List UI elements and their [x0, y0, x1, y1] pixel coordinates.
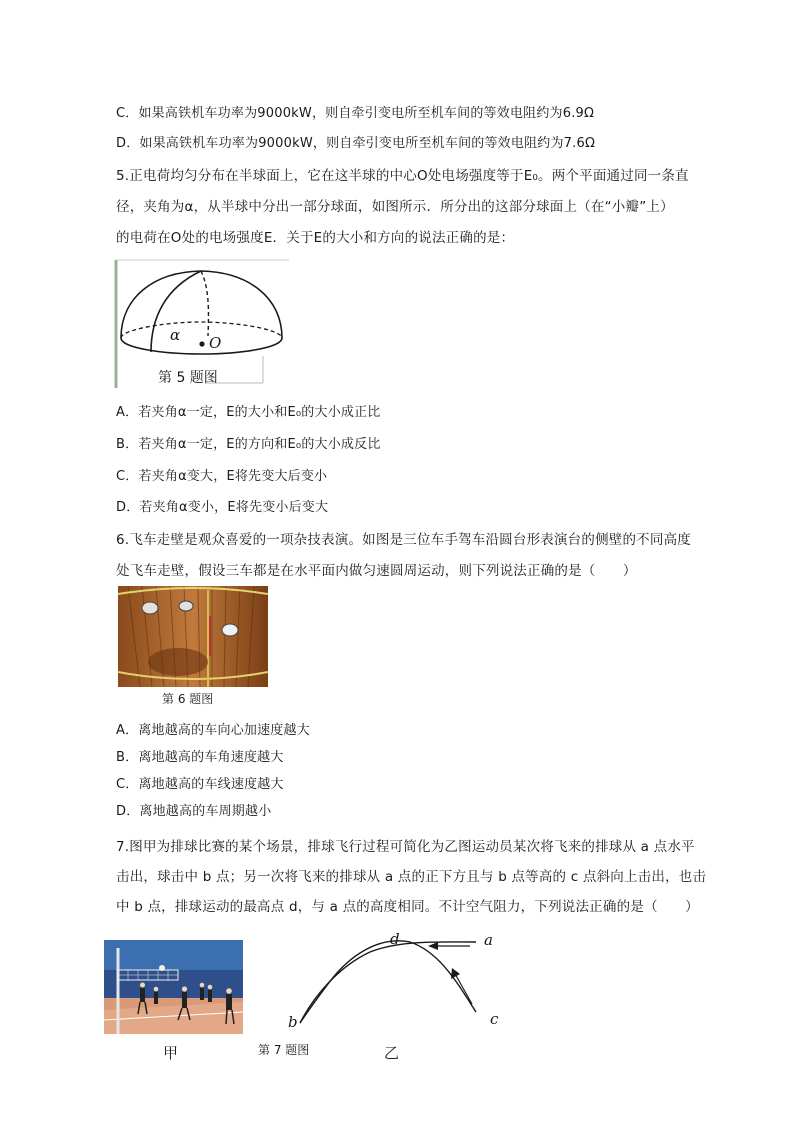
q7-stem-line3: 中 b 点，排球运动的最高点 d，与 a 点的高度相同。不计空气阻力，下列说法正确的是（ ）	[116, 899, 699, 915]
q7-stem-line1: 7.图甲为排球比赛的某个场景，排球飞行过程可简化为乙图运动员某次将飞来的排球从 a 点水平	[116, 839, 695, 855]
q5-option-b: B．若夹角α一定，E的方向和E₀的大小成反比	[116, 437, 381, 452]
arrow-a-head	[428, 942, 438, 950]
q5-figure	[113, 258, 289, 390]
arrow-c-shaft	[454, 972, 472, 1004]
q5-stem-line2: 径，夹角为α，从半球中分出一部分球面，如图所示．所分出的这部分球面上（在“小瓣”上）	[116, 199, 674, 215]
q7-label-yi: 乙	[384, 1044, 400, 1062]
center-point	[199, 341, 204, 346]
q6-option-c: C．离地越高的车线速度越大	[116, 777, 284, 792]
q4-option-c: C．如果高铁机车功率为9000kW，则自牵引变电所至机车间的等效电阻约为6.9Ω	[116, 106, 595, 121]
q6-option-a: A．离地越高的车向心加速度越大	[116, 723, 310, 738]
q5-option-c: C．若夹角α变大，E将先变大后变小	[116, 469, 328, 484]
q6-figure-caption: 第 6 题图	[162, 692, 214, 706]
q7-trajectory-diagram	[280, 924, 510, 1034]
point-a-label: a	[484, 931, 493, 949]
point-b-label: b	[288, 1013, 298, 1031]
trajectory-svg	[280, 924, 510, 1034]
q7-volleyball-photo	[104, 940, 243, 1034]
q5-stem-line1: 5.正电荷均匀分布在半球面上，它在这半球的中心O处电场强度等于E₀。两个平面通过同一条直	[116, 168, 689, 184]
q6-option-b: B．离地越高的车角速度越大	[116, 750, 284, 765]
base-ellipse-back	[121, 322, 282, 338]
point-c-label: c	[490, 1010, 499, 1028]
trajectory-c-to-b	[300, 941, 476, 1023]
q5-stem-line3: 的电荷在O处的电场强度E．关于E的大小和方向的说法正确的是：	[116, 230, 515, 246]
trajectory-a-to-b	[300, 942, 476, 1023]
hemisphere-diagram	[113, 258, 289, 390]
arrow-c-head	[451, 968, 460, 979]
cut-arc-dashed	[201, 271, 208, 336]
q7-stem-line2: 击出，球击中 b 点；另一次将飞来的排球从 a 点的正下方且与 b 点等高的 c 点斜向上击出，也击	[116, 869, 707, 885]
q7-label-jia: 甲	[163, 1044, 179, 1062]
q4-option-d: D．如果高铁机车功率为9000kW，则自牵引变电所至机车间的等效电阻约为7.6Ω	[116, 136, 596, 151]
q5-figure-caption: 第 5 题图	[158, 370, 218, 386]
point-d-label: d	[390, 930, 400, 948]
q6-stem-line2: 处飞车走壁，假设三车都是在水平面内做匀速圆周运动，则下列说法正确的是（ ）	[116, 563, 637, 579]
q5-option-a: A．若夹角α一定，E的大小和E₀的大小成正比	[116, 405, 381, 420]
q7-figure-caption: 第 7 题图	[258, 1043, 310, 1057]
alpha-label: α	[170, 326, 181, 344]
motor-wall-photo	[118, 586, 268, 687]
q6-stem-line1: 6.飞车走壁是观众喜爱的一项杂技表演。如图是三位车手驾车沿圆台形表演台的侧壁的不同高度	[116, 532, 691, 548]
volleyball-court-photo	[104, 940, 243, 1034]
q5-option-d: D．若夹角α变小，E将先变小后变大	[116, 500, 329, 515]
q6-photo	[118, 586, 268, 687]
q6-option-d: D．离地越高的车周期越小	[116, 804, 272, 819]
center-o-label: O	[209, 334, 222, 352]
